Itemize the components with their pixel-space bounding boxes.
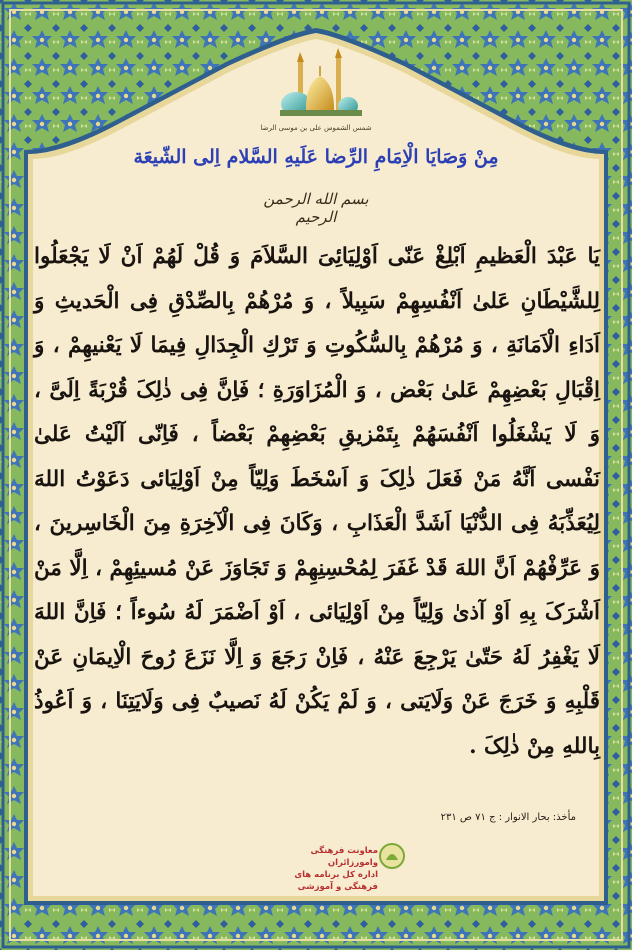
organization-name [258, 845, 378, 893]
organization-logo-icon [378, 842, 406, 870]
organization-name-line1: معاونت فرهنگی وامورزائران [310, 846, 378, 868]
page-title: مِنْ وَصَايَا الْاِمَامِ الرِّضا عَلَيهِ السَّلام اِلی الشّيعَة [133, 146, 499, 168]
hadith-text: يَا عَبْدَ الْعَظيمِ اَبْلِغْ عَنّی اَوْلِيَائِیَ السَّلاَمَ وَ قُلْ لَهُمْ اَنْ لَا يَجْعَلُوا لِلشَّيْطَانِ عَلیٰ اَنْفُسِهِمْ سَبِيلاً ، وَ مُرْهُمْ بِالصِّدْقِ فِی الْحَديثِ وَ اَدَاءِ الْاَمَانَةِ ، وَ مُرْهُمْ بِالسُّكُوتِ وَ تَرْكِ الْجِدَالِ فِيمَا لَا يَعْنيهِمْ ، وَ اِقْبَالِ بَعْضِهِمْ عَلیٰ بَعْض ، وَ الْمُزَاوَرَةِ ؛ فَاِنَّ فِی ذٰلِکَ قُرْبَةً اِلَیَّ ، وَ لَا يَشْغَلُوا اَنْفُسَهُمْ بِتَمْزيقِ بَعْضِهِمْ بَعْضاً ، فَاِنّی آلَيْتُ عَلیٰ نَفْسی اَنَّهُ مَنْ فَعَلَ ذٰلِکَ وَ اَسْخَطَ وَلِيّاً مِنْ اَوْلِيَائی دَعَوْتُ اللهَ لِيُعَذِّبَهُ فِی الدُّنْيَا اَشَدَّ الْعَذَابِ ، وَكَانَ فِی الْآخِرَةِ مِنَ الْخَاسِرينَ ، وَ عَرِّفْهُمْ اَنَّ اللهَ قَدْ غَفَرَ لِمُحْسِنِهِمْ وَ تَجَاوَزَ عَنْ مُسيئِهِمْ ، اِلَّا مَنْ اَشْرَکَ بِهِ اَوْ آذیٰ وَلِيّاً مِنْ اَوْلِيَائی ، اَوْ اَضْمَرَ لَهُ سُوءاً ؛ فَاِنَّ اللهَ لَا يَغْفِرُ لَهُ حَتّیٰ يَرْجِعَ عَنْهُ ، فَاِنْ رَجَعَ وَ اِلَّا نَزَعَ رُوحَ الْاِيمَانِ عَنْ قَلْبِهِ وَ خَرَجَ عَنْ وَلَايَتی ، وَ لَمْ يَكُنْ لَهُ نَصيبٌ فِی وَلَايَتِنَا ، وَ اَعُوذُ بِاللهِ مِنْ ذٰلِکَ . [34, 244, 600, 759]
bismillah-calligraphy: بسم الله الرحمن الرحیم [263, 190, 369, 226]
shrine-caption: شمس الشموس علی بن موسی الرضا [260, 124, 372, 132]
organization-name-line2: اداره کل برنامه های فرهنگی و آموزشی [294, 870, 378, 892]
source-citation: مأخذ: بحار الانوار : ج ٧١ ص ٢٣١ [440, 812, 576, 823]
